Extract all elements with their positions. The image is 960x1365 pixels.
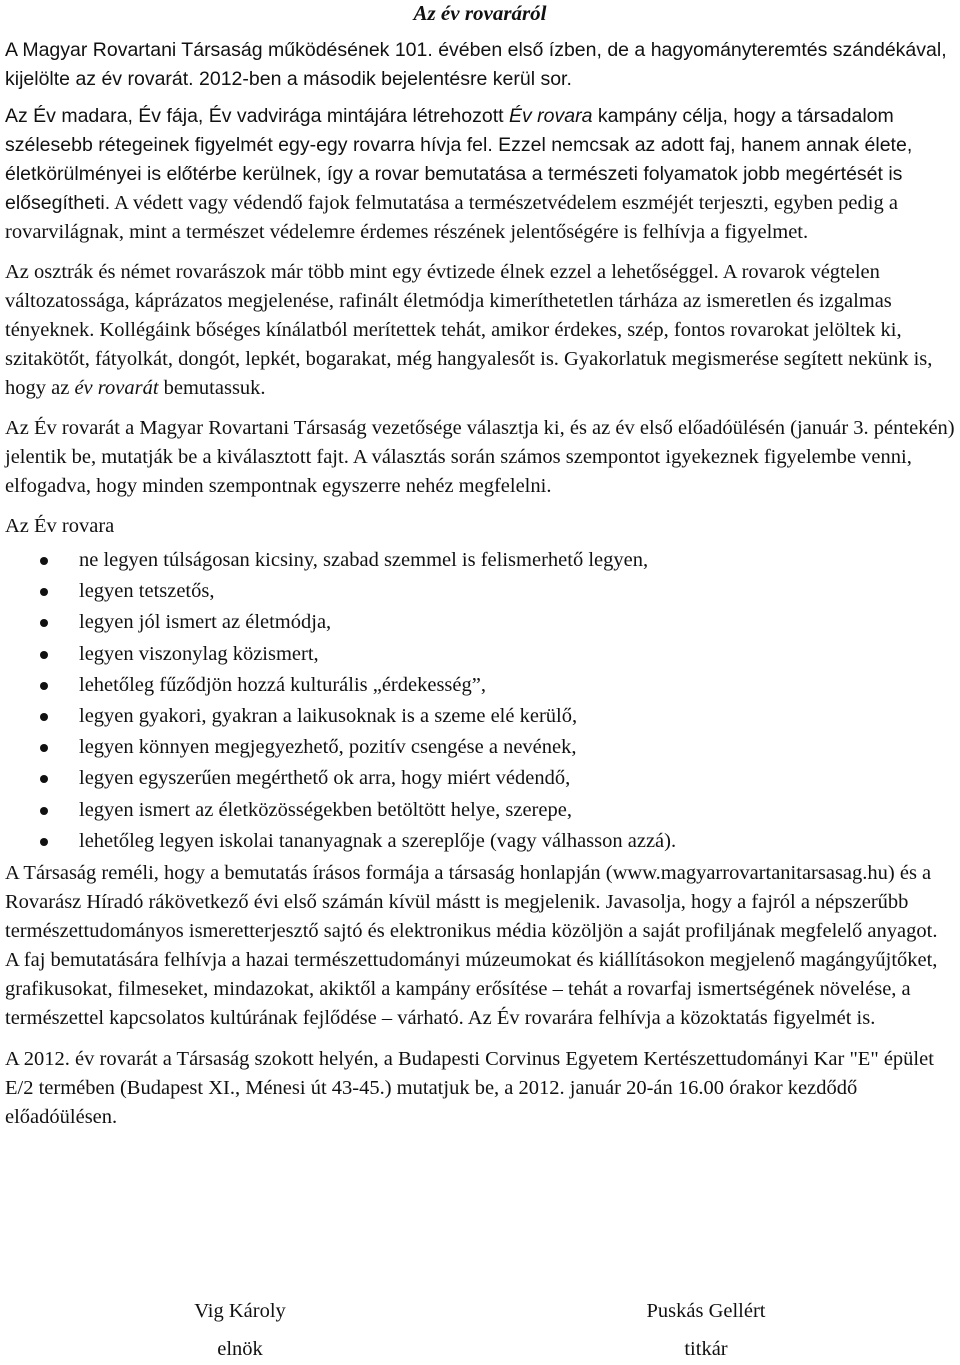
signature-block <box>0 1296 950 1365</box>
signature-name: Puskás Gellért <box>646 1300 766 1322</box>
signature-role: titkár <box>684 1338 728 1360</box>
bullet-icon <box>40 744 48 752</box>
bullet-icon <box>40 588 48 596</box>
signature-secretary <box>606 1296 806 1364</box>
bullet-icon <box>40 775 48 783</box>
signature-role: elnök <box>217 1338 263 1360</box>
foreign-text-b: bemutassuk. <box>158 377 266 399</box>
bullet-icon <box>40 807 48 815</box>
list-item <box>5 607 955 638</box>
intro-paragraph: A Magyar Rovartani Társaság működésének 101. évében első ízben, de a hagyományteremtés szándékával, kijelölte az év rovarát. 2012-ben a második bejelentésre kerül sor. <box>5 39 947 90</box>
criteria-text: legyen jól ismert az életmódja, <box>79 611 332 634</box>
campaign-paragraph <box>5 102 955 247</box>
selection-paragraph: Az Év rovarát a Magyar Rovartani Társaság vezetősége választja ki, és az év első előadóülésén (január 3. péntekén) jelentik be, mutatják be a kiválasztott fajt. A választás során számos szempontot igyekeznek figyelembe venni, elfogadva, hogy minden szempontnak egyszerre nehéz megfelelni. <box>5 417 955 497</box>
criteria-text: legyen könnyen megjegyezhető, pozitív csengése a nevének, <box>79 736 577 759</box>
list-item <box>5 576 955 607</box>
bullet-icon <box>40 838 48 846</box>
criteria-text: lehetőleg legyen iskolai tananyagnak a szereplője (vagy válhasson azzá). <box>79 829 677 852</box>
publication-paragraph: A Társaság reméli, hogy a bemutatás írásos formája a társaság honlapján (www.magyarrovartanitarsasag.hu) és a Rovarász Híradó rákövetkező évi első számán kívül mástt is megjelenik. Javasolja, hogy a fajról a népszerűbb természettudományos ismeretterjesztő sajtó és elektronikus média közöljön a saját profiljának megfelelő anyagot. A faj bemutatására felhívja a hazai természettudományi múzeumokat és kiállításokon megjelenő magángyűjtőket, grafikusokat, filmeseket, mindazokat, akiktől a kampány erősítése – tehát a rovarfaj ismertségének növelése, a természettel kapcsolatos kultúrának fejlődése – várható. Az Év rovarára felhívja a közoktatás figyelmét is. <box>5 861 938 1029</box>
criteria-text: legyen ismert az életközösségekben betöltött helye, szerepe, <box>79 798 572 821</box>
criteria-text: ne legyen túlságosan kicsiny, szabad szemmel is felismerhető legyen, <box>79 549 649 571</box>
campaign-text-b: kampány célja, hogy a társadalom szélesebb rétegeinek figyelmét egy-egy rovarra hívja fel. <box>5 105 894 156</box>
criteria-text: legyen tetszetős, <box>79 580 215 603</box>
bullet-icon <box>40 557 48 565</box>
campaign-text-c: Ezzel nemcsak az adott faj, hanem annak élete, életkörülményei is előtérbe kerülnek, így a rovar bemutatása a természeti folyamatok jobb megértését is elősegítheti. <box>5 134 913 214</box>
foreign-example-paragraph <box>5 258 955 403</box>
bullet-icon <box>40 619 48 627</box>
list-item <box>5 763 955 794</box>
bullet-icon <box>40 713 48 721</box>
campaign-text-d: A védett vagy védendő fajok felmutatása a természetvédelem eszméjét terjeszti, egyben pedig a rovarvilágnak, mint a természet védelemre érdemes részének jelentőségére is felhívja a figyelmet. <box>5 192 898 243</box>
list-item <box>5 826 955 857</box>
signature-name: Vig Károly <box>194 1300 286 1322</box>
criteria-heading: Az Év rovara <box>5 515 115 537</box>
criteria-list <box>5 545 955 857</box>
document-title: Az év rovaráról <box>413 1 547 25</box>
campaign-emphasis: Év rovara <box>508 105 593 127</box>
criteria-text: lehetőleg fűződjön hozzá kulturális „érdekesség”, <box>79 673 486 696</box>
criteria-text: legyen gyakori, gyakran a laikusoknak is a szeme elé kerülő, <box>79 704 578 727</box>
list-item <box>5 732 955 763</box>
criteria-text: legyen viszonylag közismert, <box>79 642 319 665</box>
list-item <box>5 545 955 576</box>
bullet-icon <box>40 651 48 659</box>
announcement-paragraph: A 2012. év rovarát a Társaság szokott helyén, a Budapesti Corvinus Egyetem Kertészettudományi Kar "E" épület E/2 termében (Budapest XI., Ménesi út 43-45.) mutatjuk be, a 2012. január 20-án 16.00 órakor kezdődő előadóülésen. <box>5 1047 934 1128</box>
document-page <box>5 0 955 1132</box>
foreign-text-a: Az osztrák és német rovarászok már több mint egy évtizede élnek ezzel a lehetőséggel. A rovarok végtelen változatossága, káprázatos megjelenése, rafinált életmódja kimeríthetetlen tárháza az ismeretlen és izgalmas tényeknek. Kollégáink bőséges kínálatból merítettek tehát, amikor érdekes, szép, fontos rovarokat jelöltek ki, szitakötőt, fátyolkát, dongót, lepkét, bogarakat, még hangyalesőt is. Gyakorlatuk megismerése segített nekünk is, hogy az <box>5 261 933 399</box>
campaign-text-a: Az Év madara, Év fája, Év vadvirága mintájára létrehozott <box>5 105 509 127</box>
criteria-text: legyen egyszerűen megérthető ok arra, hogy miért védendő, <box>79 767 571 790</box>
signature-president <box>140 1296 340 1364</box>
list-item <box>5 795 955 826</box>
foreign-emphasis: év rovarát <box>74 377 159 399</box>
bullet-icon <box>40 682 48 690</box>
list-item <box>5 670 955 701</box>
list-item <box>5 639 955 670</box>
list-item <box>5 701 955 732</box>
